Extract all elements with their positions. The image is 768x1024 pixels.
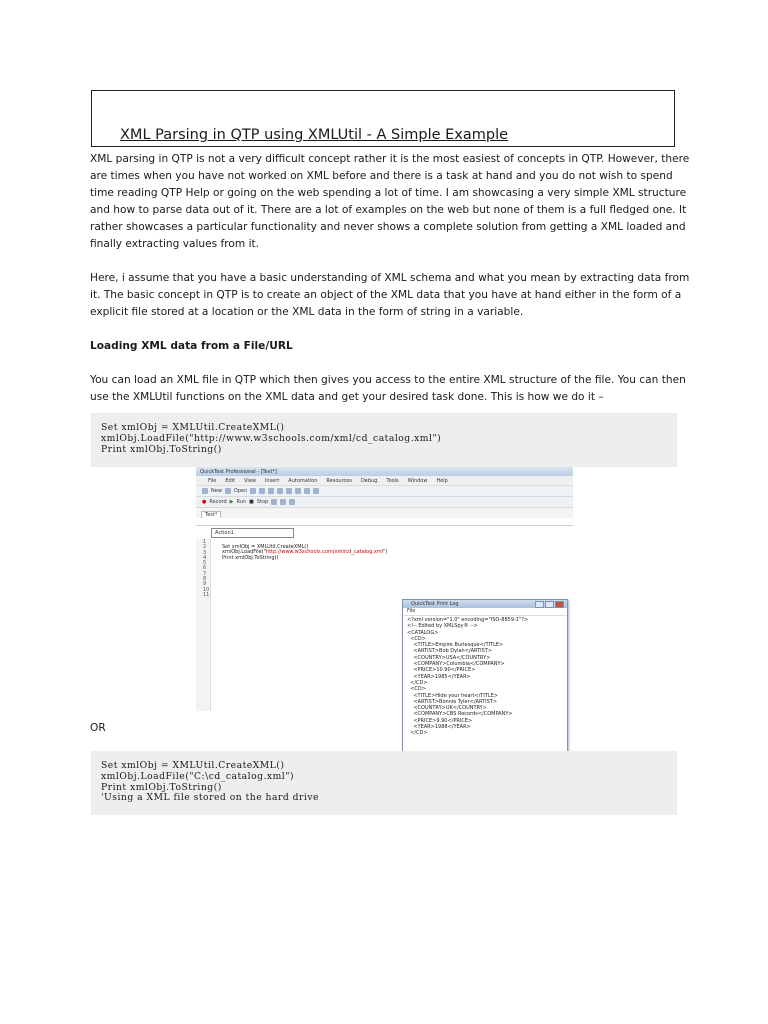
new-icon: [202, 488, 208, 494]
step-icon: [271, 499, 277, 505]
page-title: XML Parsing in QTP using XMLUtil - A Simple Example: [120, 127, 509, 143]
intro-paragraph: XML parsing in QTP is not a very difficult concept rather it is the most easiest of concepts in QTP. However, there are times when you have not worked on XML before and there is a task at hand and you do not wish to spend time reading QTP Help or going on the web spending a lot of time. I am showcasing a very simple XML structure and how to parse data out of it. There are a lot of examples on the web but none of them is a full fledged one. It rather showcases a particular functionality and never shows a complete solution from getting a XML loaded and finally extracting values from it.: [90, 153, 690, 250]
code-block-url: [91, 413, 677, 467]
qtp-screenshot: [196, 467, 573, 737]
code-line: xmlObj.LoadFile("C:\cd_catalog.xml"): [101, 770, 295, 782]
menu-debug: Debug: [360, 477, 378, 484]
toolbar-open: Open: [233, 488, 248, 494]
qtp-toolbar-1: [196, 486, 573, 497]
print-log-menu: File: [403, 608, 567, 616]
code-line: Set xmlObj = XMLUtil.CreateXML(): [101, 760, 285, 771]
code-line: Print xmlObj.ToString(): [101, 781, 222, 793]
print-log-output: <?xml version="1.0" encoding="ISO-8859-1"?> <!-- Edited by XMLSpy® --> <CATALOG> <CD> <TITLE>Empire Burlesque</TITLE> <ARTIST>Bob Dylan</ARTIST> <COUNTRY>USA</COUNTRY> <COMPANY>Columbia</COMPANY> <PRICE>10.90</PRICE> <YEAR>1985</YEAR> </CD> <CD> <TITLE>Hide your heart</TITLE> <ARTIST>Bonnie Tyler</ARTIST> <COUNTRY>UK</COUNTRY> <COMPANY>CBS Records</COMPANY> <PRICE>9.90</PRICE> <YEAR>1988</YEAR> </CD>: [407, 617, 529, 737]
minimize-icon: [535, 601, 544, 608]
record-icon: ●: [202, 499, 207, 505]
undo-icon: [295, 488, 301, 494]
print-log-window: [402, 599, 568, 769]
copy-icon: [277, 488, 283, 494]
code-url: http://www.w3schools.com/xml/cd_catalog.xml: [265, 549, 384, 556]
print-icon: [259, 488, 265, 494]
action-select: Action1: [211, 528, 294, 538]
run-icon: ▶: [229, 499, 234, 505]
toolbar-stop: Stop: [256, 499, 269, 505]
editor-code: [222, 545, 387, 561]
code-fragment: xmlObj.LoadFile(": [222, 549, 266, 556]
qtp-menu-bar: [196, 476, 573, 486]
menu-tools: Tools: [386, 477, 399, 484]
save-icon: [250, 488, 256, 494]
title-box: [91, 90, 675, 147]
print-log-title: QuickTest Print Log: [411, 601, 459, 607]
print-log-title-bar: [403, 600, 567, 608]
menu-help: Help: [436, 477, 448, 484]
code-line: xmlObj.LoadFile("http://www.w3schools.com/xml/cd_catalog.xml"): [101, 432, 442, 444]
close-icon: [555, 601, 564, 608]
redo-icon: [304, 488, 310, 494]
line-numbers: 1 2 3 4 5 6 7 8 9 10 11: [203, 539, 210, 598]
step-over-icon: [280, 499, 286, 505]
paste-icon: [286, 488, 292, 494]
or-separator: OR: [90, 722, 106, 734]
maximize-icon: [545, 601, 554, 608]
editor-code-line: Set xmlObj = XMLUtil.CreateXML(): [222, 544, 309, 550]
code-line: Set xmlObj = XMLUtil.CreateXML(): [101, 422, 285, 433]
qtp-editor: [196, 525, 573, 737]
menu-window: Window: [407, 477, 428, 484]
breakpoint-icon: [289, 499, 295, 505]
stop-icon: ■: [249, 499, 254, 505]
load-paragraph: You can load an XML file in QTP which then gives you access to the entire XML structure of the file. You can then use the XMLUtil functions on the XML data and get your desired task done. This is how we do it –: [90, 374, 686, 403]
editor-code-line: Print xmlObj.ToString(): [222, 554, 279, 561]
toolbar-run: Run: [236, 499, 247, 505]
code-block-file: [91, 751, 677, 815]
code-fragment: "): [383, 549, 388, 556]
menu-resources: Resources: [326, 477, 352, 484]
assumption-paragraph: Here, i assume that you have a basic understanding of XML schema and what you mean by extracting data from it. The basic concept in QTP is to create an object of the XML data that you have at hand either in the form of a explicit file stored at a location or the XML data in the form of string in a variable.: [90, 272, 690, 318]
menu-automation: Automation: [288, 477, 318, 484]
find-icon: [313, 488, 319, 494]
open-icon: [225, 488, 231, 494]
menu-edit: Edit: [225, 477, 236, 484]
code-line: Print xmlObj.ToString(): [101, 443, 222, 455]
cut-icon: [268, 488, 274, 494]
tab-test: Test*: [201, 511, 221, 518]
qtp-tab-row: [196, 508, 573, 518]
code-line: 'Using a XML file stored on the hard drive: [101, 792, 319, 804]
section-heading: Loading XML data from a File/URL: [90, 340, 293, 352]
qtp-window-title: QuickTest Professional - [Test*]: [200, 468, 277, 475]
menu-file: File: [208, 477, 217, 484]
menu-insert: Insert: [264, 477, 280, 484]
toolbar-record: Record: [209, 499, 227, 505]
toolbar-new: New: [211, 488, 222, 494]
qtp-toolbar-2: [196, 497, 573, 508]
window-controls: [535, 601, 564, 608]
menu-view: View: [244, 477, 256, 484]
qtp-title-bar: [196, 467, 573, 476]
